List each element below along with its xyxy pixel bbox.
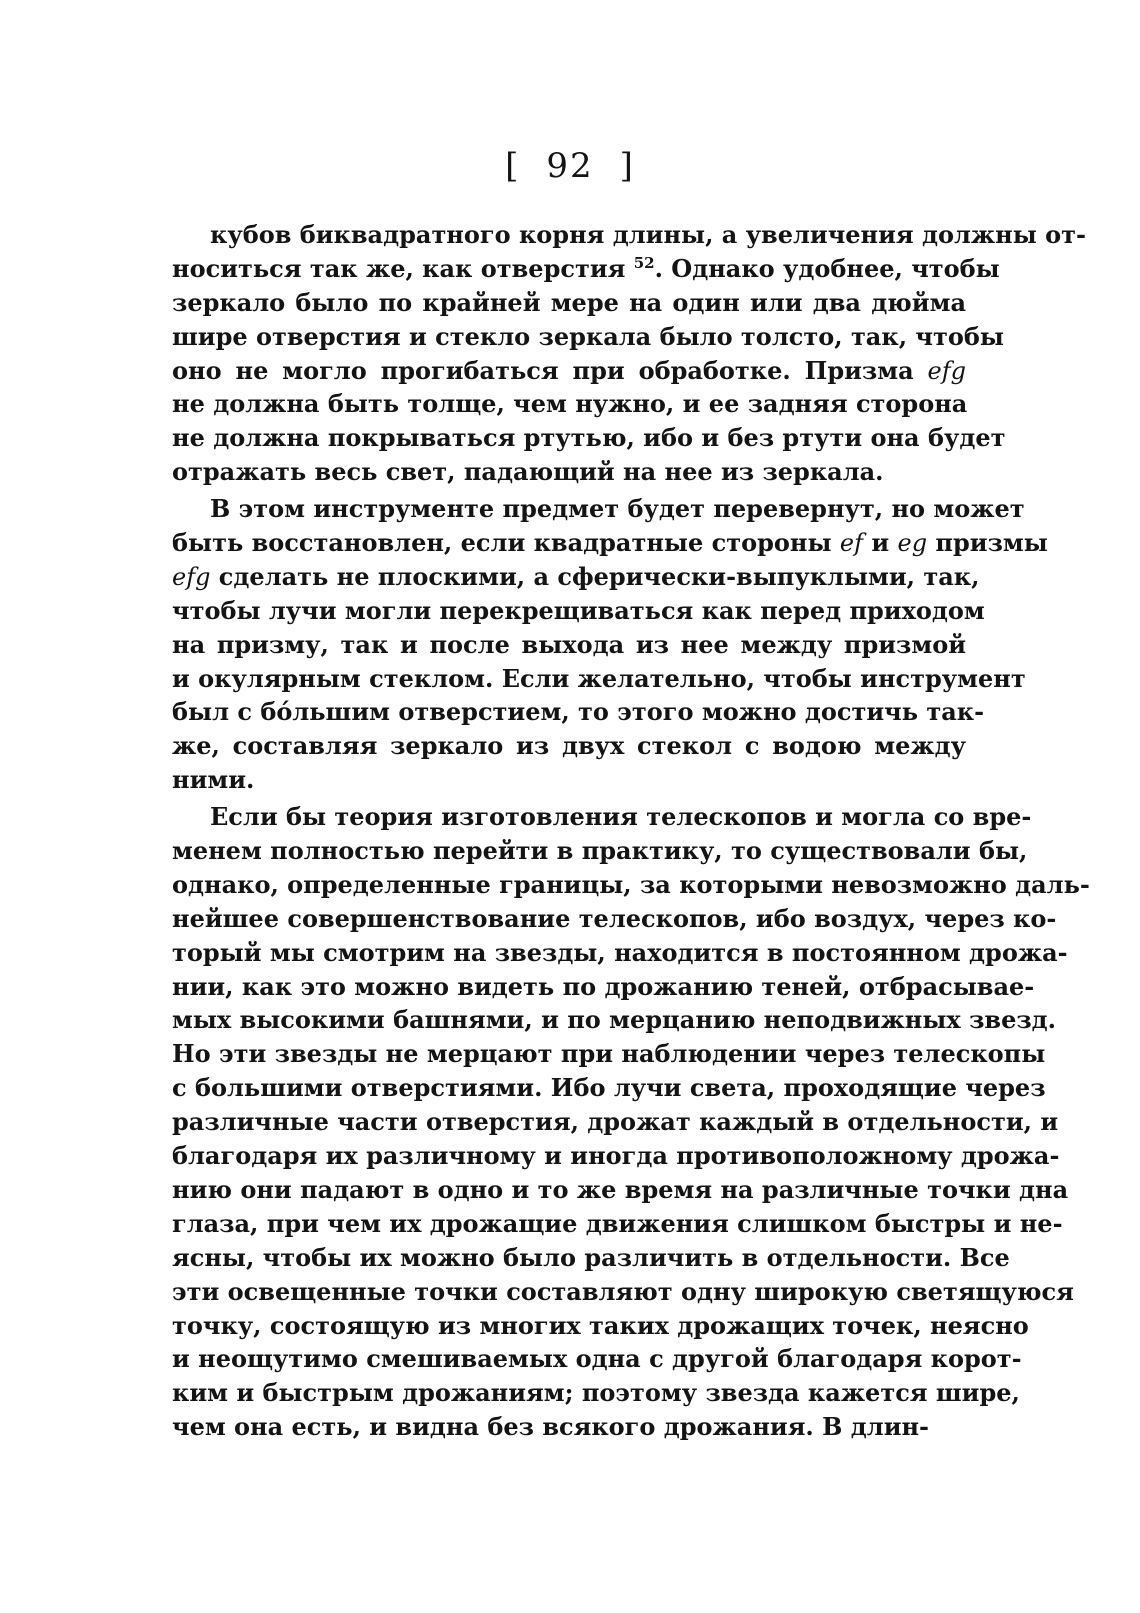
open-bracket: [ xyxy=(505,146,521,186)
page-number: 92 xyxy=(546,146,594,186)
body-text xyxy=(172,218,1090,1444)
text-line: ким и быстрым дрожаниям; поэтому звезда кажется шире, xyxy=(172,1378,1020,1408)
text-line: ясны, чтобы их можно было различить в отдельности. Все xyxy=(172,1242,1010,1272)
text-line: глаза, при чем их дрожащие движения слишком быстры и не- xyxy=(172,1208,1063,1238)
text-line: с большими отверстиями. Ибо лучи света, проходящие через xyxy=(172,1073,1046,1103)
text-line: же, составляя зеркало из двух стекол с водою между xyxy=(172,731,966,761)
text-line: благодаря их различному и иногда противоположному дрожа- xyxy=(172,1141,1060,1171)
text-line xyxy=(172,252,1000,286)
text-line: был с бóльшим отверстием, то этого можно достичь так- xyxy=(172,697,985,727)
text-run: быть восстановлен, если квадратные стороны xyxy=(172,528,840,558)
text-line: не должна быть толще, чем нужно, и ее задняя сторона xyxy=(172,389,968,419)
text-line: и неощутимо смешиваемых одна с другой благодаря корот- xyxy=(172,1344,1022,1374)
close-bracket: ] xyxy=(619,146,635,186)
text-line: Но эти звезды не мерцают при наблюдении через телескопы xyxy=(172,1039,1046,1069)
text-run: оно не могло прогибаться при обработке. Призма xyxy=(172,355,928,385)
text-run: призмы xyxy=(927,528,1048,558)
text-line: и окулярным стеклом. Если желательно, чтобы инструмент xyxy=(172,663,1026,693)
text-line xyxy=(172,354,966,388)
italic-symbol: ef xyxy=(839,529,863,558)
text-line xyxy=(172,526,1048,560)
text-line: ними. xyxy=(172,765,255,795)
text-line xyxy=(172,560,980,594)
paragraph xyxy=(172,218,1086,489)
italic-symbol: efg xyxy=(172,562,211,591)
text-line: зеркало было по крайней мере на один или два дюйма xyxy=(172,287,966,317)
text-line: на призму, так и после выхода из нее между призмой xyxy=(172,629,966,659)
text-run: носиться так же, как отверстия xyxy=(172,253,634,283)
text-line: эти освещенные точки составляют одну широкую светящуюся xyxy=(172,1276,1074,1306)
page-number-header xyxy=(0,146,1140,186)
text-line: торый мы смотрим на звезды, находится в постоянном дрожа- xyxy=(172,937,1068,967)
text-line: нии, как это можно видеть по дрожанию теней, отбрасывае- xyxy=(172,971,1035,1001)
text-line: точку, состоящую из многих таких дрожащих точек, неясно xyxy=(172,1310,1029,1340)
text-line: Если бы теория изготовления телескопов и могла со вре- xyxy=(210,802,1032,832)
text-line: мых высокими башнями, и по мерцанию неподвижных звезд. xyxy=(172,1005,1057,1035)
text-line: кубов биквадратного корня длины, а увеличения должны от- xyxy=(210,220,1086,249)
text-run: . Однако удобнее, чтобы xyxy=(654,253,1000,283)
text-line: нейшее совершенствование телескопов, ибо воздух, через ко- xyxy=(172,903,1057,933)
text-line: менем полностью перейти в практику, то существовали бы, xyxy=(172,836,1028,866)
text-line: не должна покрываться ртутью, ибо и без ртути она будет xyxy=(172,423,1006,453)
text-line: чтобы лучи могли перекрещиваться как перед приходом xyxy=(172,595,985,625)
text-line: различные части отверстия, дрожат каждый в отдельности, и xyxy=(172,1107,1059,1137)
text-line: В этом инструменте предмет будет перевернут, но может xyxy=(210,494,1025,524)
text-line: однако, определенные границы, за которыми невозможно даль- xyxy=(172,869,1090,899)
text-line: шире отверстия и стекло зеркала было толсто, так, чтобы xyxy=(172,321,1004,351)
text-line: отражать весь свет, падающий на нее из зеркала. xyxy=(172,457,884,487)
italic-symbol: eg xyxy=(897,529,928,558)
text-line: нию они падают в одно и то же время на различные точки дна xyxy=(172,1174,1069,1204)
paragraph xyxy=(172,492,1048,797)
paragraph xyxy=(172,800,1090,1444)
text-run: и xyxy=(862,528,898,558)
text-line: чем она есть, и видна без всякого дрожания. В длин- xyxy=(172,1412,930,1442)
footnote-marker: 52 xyxy=(633,253,655,272)
text-run: сделать не плоскими, а сферически-выпуклыми, так, xyxy=(210,561,980,591)
italic-symbol: efg xyxy=(927,356,966,385)
